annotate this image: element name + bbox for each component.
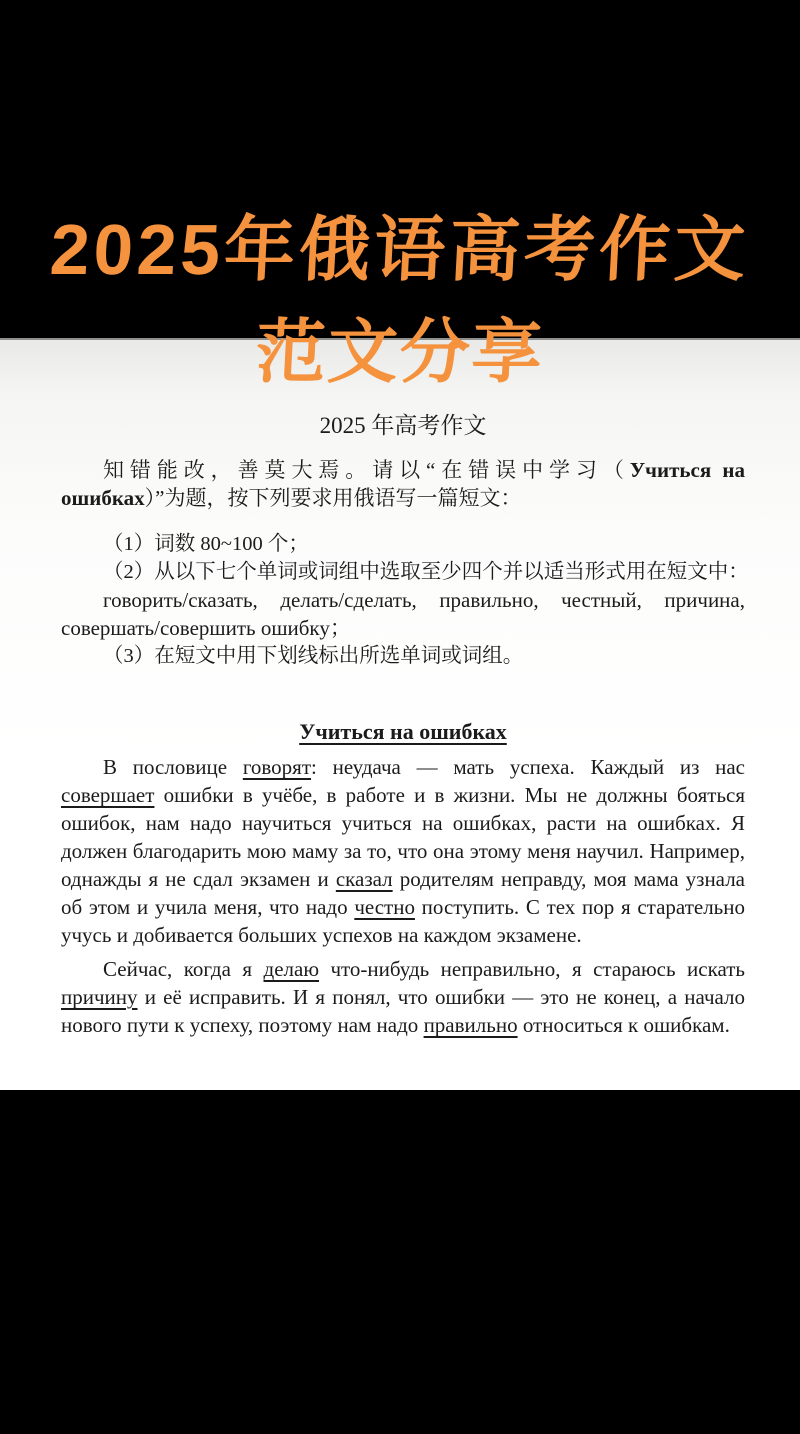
word-list-line-2: совершать/совершить ошибку； xyxy=(61,616,351,640)
banner xyxy=(0,0,800,391)
essay-paragraph-1: В пословице говорят: неудача — мать успеха. Каждый из нас совершает ошибки в учёбе, в работе и в жизни. Мы не должны бояться ошибок, нам надо научиться учиться на ошибках, расти на ошибках. Я должен благодарить мою маму за то, что она этому меня научил. Например, однажды я не сдал экзамен и сказал родителям неправду, моя мама узнала об этом и учила меня, что надо честно поступить. С тех пор я старательно учусь и добивается больших успехов на каждом экзамене. xyxy=(61,755,746,947)
document-page xyxy=(0,338,800,1090)
banner-title-line-2: 范文分享 xyxy=(253,313,546,391)
document-heading: 2025 年高考作文 xyxy=(319,413,487,438)
bottom-black-bar xyxy=(0,1090,800,1434)
intro-paragraph: 知错能改，善莫大焉。请以“在错误中学习（Учиться на ошибках）”为题，按下列要求用俄语写一篇短文： xyxy=(61,458,745,510)
word-list-line-1: говорить/сказать, делать/сделать, правильно, честный, причина, xyxy=(103,588,745,612)
essay-paragraph-2: Сейчас, когда я делаю что-нибудь неправильно, я стараюсь искать причину и её исправить. И я понял, что ошибки — это не конец, а начало нового пути к успеху, поэтому нам надо правильно относиться к ошибкам. xyxy=(61,957,745,1037)
requirement-item-1: （1）词数 80~100 个； xyxy=(103,533,309,555)
requirement-item-3: （3）在短文中用下划线标出所选单词或词组。 xyxy=(103,645,524,667)
banner-title-line-1: 2025年俄语高考作文 xyxy=(48,211,752,290)
essay-title-text: Учиться на ошибках xyxy=(299,719,507,744)
requirement-item-2: （2）从以下七个单词或词组中选取至少四个并以适当形式用在短文中： xyxy=(103,561,749,583)
essay-title xyxy=(61,718,745,746)
